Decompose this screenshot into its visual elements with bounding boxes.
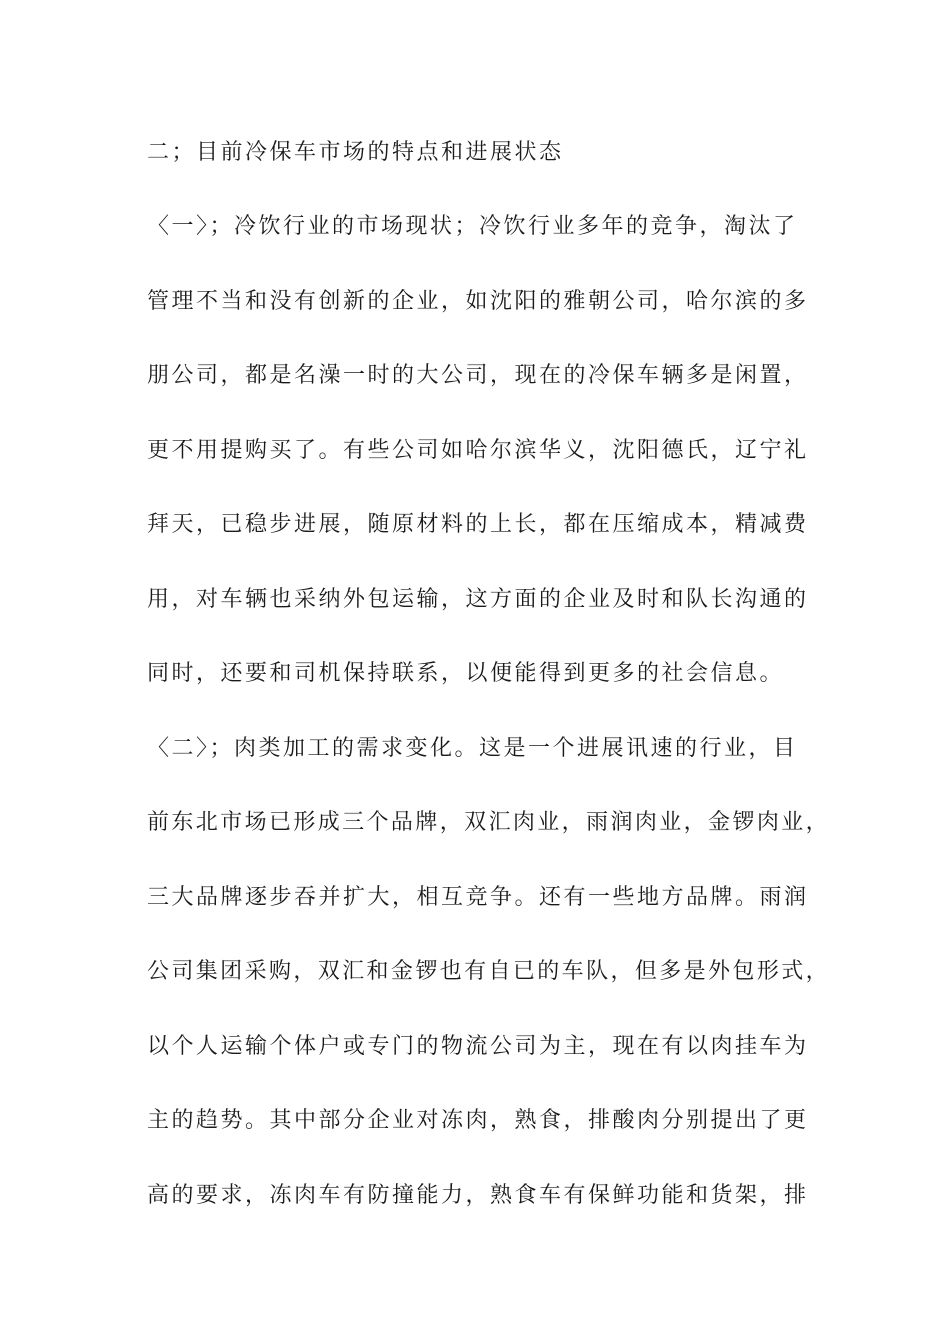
paragraph-line: 管理不当和没有创新的企业，如沈阳的雅朝公司，哈尔滨的多 [147, 289, 809, 314]
paragraph-line: 用，对车辆也采纳外包运输，这方面的企业及时和队长沟通的 [147, 587, 809, 612]
paragraph-line: 〈一〉；冷饮行业的市场现状；冷饮行业多年的竞争，淘汰了 [147, 214, 798, 239]
paragraph-line: 前东北市场已形成三个品牌，双汇肉业，雨润肉业，金锣肉业， [147, 810, 831, 835]
paragraph-line: 主的趋势。其中部分企业对冻肉，熟食，排酸肉分别提出了更 [147, 1108, 809, 1133]
section-heading: 二；目前冷保车市场的特点和进展状态 [147, 140, 564, 165]
paragraph-line: 同时，还要和司机保持联系，以便能得到更多的社会信息。 [147, 661, 785, 686]
paragraph-line: 三大品牌逐步吞并扩大，相互竞争。还有一些地方品牌。雨润 [147, 885, 809, 910]
paragraph-line: 〈二〉；肉类加工的需求变化。这是一个进展讯速的行业，目 [147, 736, 798, 761]
paragraph-line: 朋公司，都是名澡一时的大公司，现在的冷保车辆多是闲置， [147, 363, 809, 388]
paragraph-line: 高的要求，冻肉车有防撞能力，熟食车有保鲜功能和货架，排 [147, 1183, 809, 1208]
paragraph-line: 公司集团采购，双汇和金锣也有自已的车队，但多是外包形式， [147, 959, 831, 984]
paragraph-line: 拜天，已稳步进展，随原材料的上长，都在压缩成本，精减费 [147, 512, 809, 537]
paragraph-line: 以个人运输个体户或专门的物流公司为主，现在有以肉挂车为 [147, 1034, 809, 1059]
paragraph-line: 更不用提购买了。有些公司如哈尔滨华义，沈阳德氏，辽宁礼 [147, 438, 809, 463]
